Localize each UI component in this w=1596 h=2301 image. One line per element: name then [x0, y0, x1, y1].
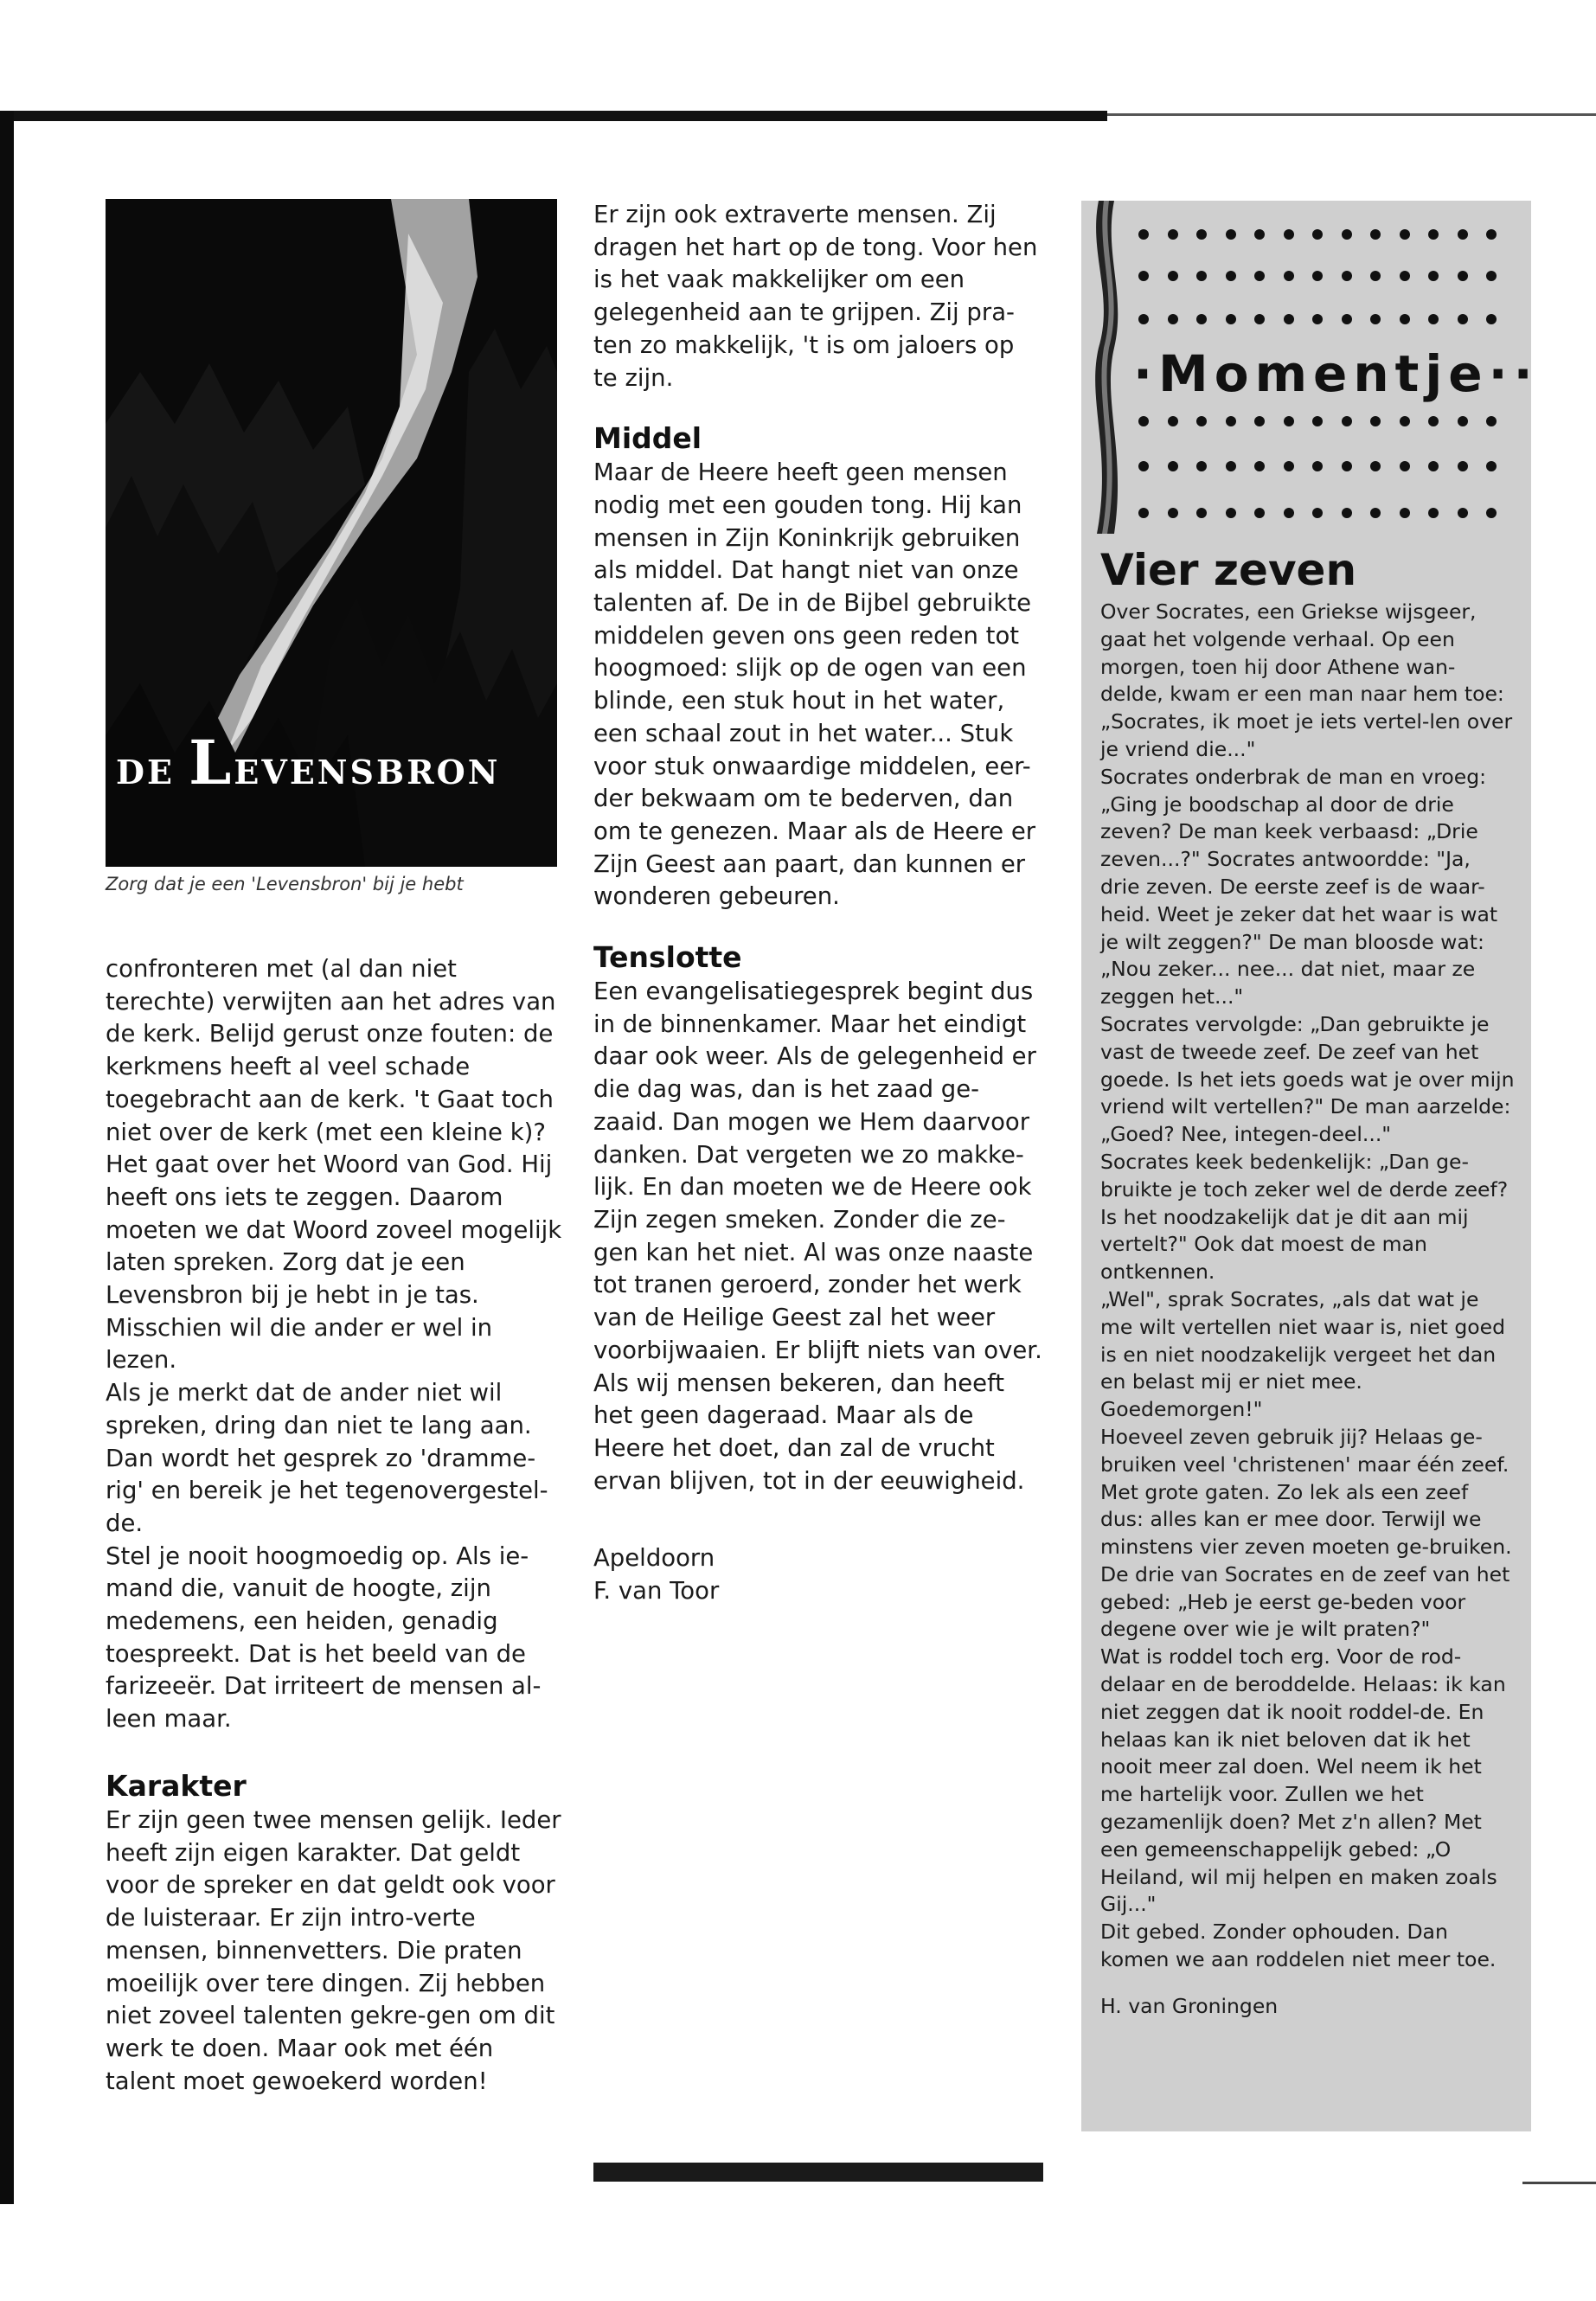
body-paragraph: Maar de Heere heeft geen mensen nodig met een gouden tong. Hij kan mensen in Zijn Koninkrijk gebruiken als middel. Dat hangt niet van onze talenten af. De in de Bijbel gebruikte middelen geven ons geen reden tot hoogmoed: slijk op de ogen van een blinde, een stuk hout in het water, een schaal zout in het water... Stuk voor stuk onwaardige middelen, eer-der bekwaam om te bederven, dan om te genezen. Maar als de Heere er Zijn Geest aan paart, dan kunnen er wonderen gebeuren. — [593, 458, 1036, 911]
section-heading-middel: Middel — [593, 421, 702, 456]
column-1-top — [106, 953, 564, 1736]
column-2 — [593, 199, 1043, 1608]
dot-row — [1138, 413, 1519, 429]
levensbron-photo — [106, 199, 557, 867]
sidebar-paragraph: Socrates vervolgde: „Dan gebruikte je vast de tweede zeef. De zeef van het goede. Is het iets goeds wat je over mijn vriend wilt vertellen?" De man aarzelde: „Goed? Nee, integen-deel..." — [1100, 1011, 1515, 1147]
wave-ribbon-icon — [1092, 201, 1131, 534]
levensbron-logo: DE LEVENSBRON — [116, 727, 501, 798]
body-paragraph: Er zijn ook extraverte mensen. Zij dragen het hart op de tong. Voor hen is het vaak makkelijker om een gelegenheid aan te grijpen. Zij pra-ten zo makkelijk, 't is om jaloers op te zijn. — [593, 201, 1038, 392]
sidebar-author: H. van Groningen — [1100, 1993, 1279, 2018]
sidebar-paragraph: Wat is roddel toch erg. Voor de rod-delaar en de beroddelde. Helaas: ik kan niet zeggen dat ik nooit roddel-de. En helaas kan ik niet beloven dat ik het nooit meer zal doen. Wel neem ik het me hartelijk voor. Zullen we het gezamenlijk doen? Met z'n allen? Met een gemeenschappelijk gebed: „O Heiland, wil mij helpen en maken zoals Gij..." — [1100, 1644, 1506, 1917]
sidebar-paragraph: Over Socrates, een Griekse wijsgeer, gaat het volgende verhaal. Op een morgen, toen hij door Athene wan-delde, kwam er een man naar hem toe: „Socrates, ik moet je iets vertel-len over je vriend die..." — [1100, 599, 1513, 761]
bottom-rule — [593, 2163, 1043, 2182]
body-paragraph: confronteren met (al dan niet terechte) verwijten aan het adres van de kerk. Belijd gerust onze fouten: de kerkmens heeft al veel schade toegebracht aan de kerk. 't Gaat toch niet over de kerk (met een kleine k)? Het gaat over het Woord van God. Hij heeft ons iets te zeggen. Daarom moeten we dat Woord zoveel mogelijk laten spreken. Zorg dat je een Levensbron bij je hebt in je tas. Misschien wil die ander er wel in lezen. — [106, 955, 562, 1375]
dot-row — [1138, 268, 1519, 284]
body-paragraph: Een evangelisatiegesprek begint dus in de binnenkamer. Maar het eindigt daar ook weer. Als de gelegenheid er die dag was, dan is het zaad ge-zaaid. Dan mogen we Hem daarvoor danken. Dat vergeten we zo makke-lijk. En dan moeten we de Heere ook Zijn zegen smeken. Zonder die ze-gen kan het niet. Al was onze naaste tot tranen geroerd, zonder het werk van de Heilige Geest zal het weer voorbijwaaien. Er blijft niets van over. Als wij mensen bekeren, dan heeft het geen dageraad. Maar als de Heere het doet, dan zal de vrucht ervan blijven, tot in der eeuwigheid. — [593, 977, 1042, 1495]
dot-row — [1138, 311, 1519, 327]
photo-caption: Zorg dat je een 'Levensbron' bij je hebt — [106, 874, 464, 894]
sidebar-title: Vier zeven — [1100, 545, 1357, 595]
sidebar-paragraph: Dit gebed. Zonder ophouden. Dan komen we aan roddelen niet meer toe. — [1100, 1920, 1497, 1972]
scan-edge — [0, 111, 14, 2204]
section-heading-tenslotte: Tenslotte — [593, 940, 742, 975]
sidebar-paragraph: Hoeveel zeven gebruik jij? Helaas ge-bruiken veel 'christenen' maar één zeef. Met grote gaten. Zo lek als een zeef dus: alles kan er mee door. Terwijl we minstens vier zeven moeten ge-bruiken. De drie van Socrates en de zeef van het gebed: „Heb je eerst ge-beden voor degene over wie je wilt praten?" — [1100, 1424, 1512, 1642]
bottom-right-rule — [1522, 2182, 1596, 2184]
sidebar-article — [1100, 545, 1516, 2021]
top-rule-tail — [1107, 113, 1596, 116]
sidebar-paragraph: Socrates onderbrak de man en vroeg: „Ging je boodschap al door de drie zeven? De man keek verbaasd: „Drie zeven...?" Socrates antwoordde: "Ja, drie zeven. De eerste zeef is de waar-heid. Weet je zeker dat het waar is wat je wilt zeggen?" De man bloosde wat: „Nou zeker... nee... dat niet, maar ze zeggen het..." — [1100, 764, 1498, 1009]
signature-author: F. van Toor — [593, 1577, 720, 1606]
body-paragraph: Stel je nooit hoogmoedig op. Als ie-mand die, vanuit de hoogte, zijn medemens, een heiden, genadig toespreekt. Dat is het beeld van de farizeeër. Dat irriteert de mensen al-leen maar. — [106, 1541, 542, 1734]
momentje-label: ·Momentje·· — [1133, 344, 1539, 403]
column-1-bottom — [106, 1768, 564, 2098]
dot-row — [1138, 458, 1519, 474]
top-rule — [0, 111, 1107, 121]
sidebar-paragraph: „Wel", sprak Socrates, „als dat wat je me wilt vertellen niet waar is, niet goed is en niet noodzakelijk vergeet het dan en belast mij er niet mee. Goedemorgen!" — [1100, 1286, 1506, 1422]
section-heading-karakter: Karakter — [106, 1769, 247, 1803]
body-paragraph: Er zijn geen twee mensen gelijk. Ieder heeft zijn eigen karakter. Dat geldt voor de spreker en dat geldt ook voor de luisteraar. Er zijn intro-verte mensen, binnenvetters. Die praten moeilijk over tere dingen. Zij hebben niet zoveel talenten gekre-gen om dit werk te doen. Maar ook met één talent moet gewoekerd worden! — [106, 1806, 561, 2095]
dot-row — [1138, 227, 1519, 242]
body-paragraph: Als je merkt dat de ander niet wil spreken, dring dan niet te lang aan. Dan wordt het gesprek zo 'dramme-rig' en bereik je het tegenovergestel-de. — [106, 1379, 548, 1537]
sidebar-paragraph: Socrates keek bedenkelijk: „Dan ge-bruikte je toch zeker wel de derde zeef? Is het noodzakelijk dat je dit aan mij vertelt?" Ook dat moest de man ontkennen. — [1100, 1149, 1509, 1285]
signature-place: Apeldoorn — [593, 1544, 715, 1573]
dot-row — [1138, 505, 1519, 521]
